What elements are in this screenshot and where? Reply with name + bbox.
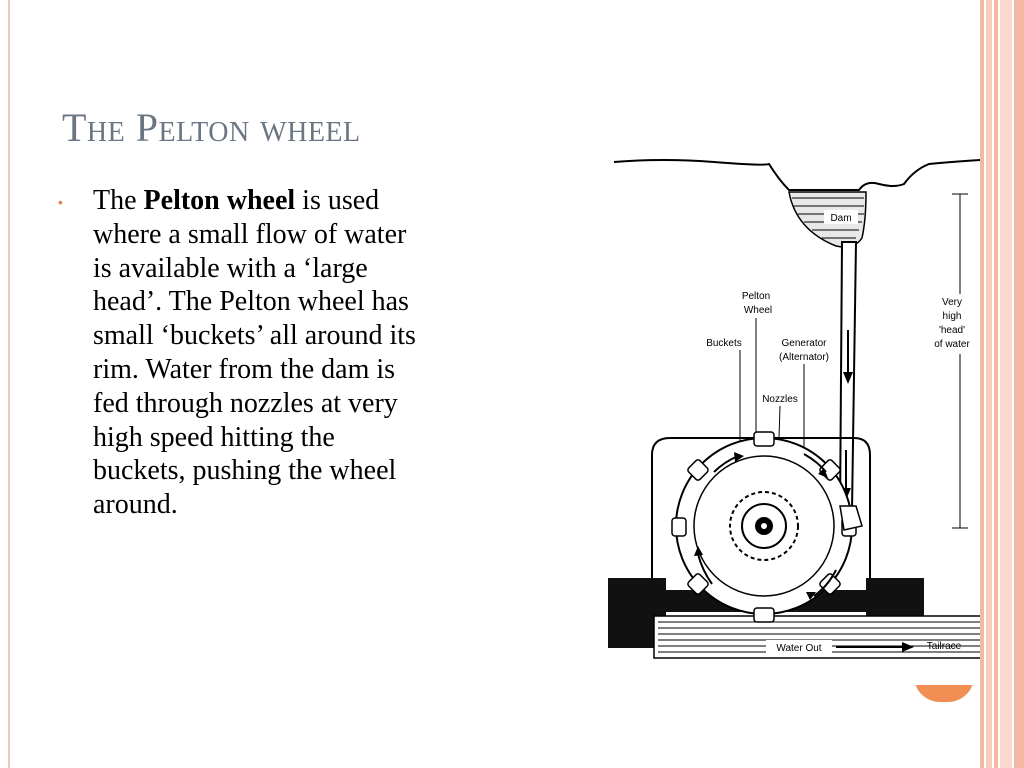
bullet-text-bold: Pelton wheel (143, 185, 296, 216)
label-buckets: Buckets (706, 338, 742, 349)
label-tailrace: Tailrace (926, 641, 962, 652)
label-generator-2: (Alternator) (778, 352, 830, 363)
decor-stripe (1000, 0, 1012, 768)
decor-stripe (980, 0, 984, 768)
label-dam: Dam (830, 213, 852, 224)
pelton-wheel-diagram (604, 150, 980, 685)
decor-stripe (986, 0, 992, 768)
left-border-rule (8, 0, 10, 768)
bullet-icon: • (58, 194, 63, 210)
label-water-out: Water Out (776, 643, 822, 654)
decor-stripe (1014, 0, 1024, 768)
label-nozzles: Nozzles (762, 394, 798, 405)
slide-title: The Pelton wheel (62, 105, 361, 150)
label-pelton-2: Wheel (743, 305, 773, 316)
label-pelton-1: Pelton (741, 291, 771, 302)
label-head-4: of water (934, 339, 970, 350)
label-head-3: 'head' (938, 325, 966, 336)
bullet-text (93, 184, 423, 522)
label-generator-1: Generator (781, 338, 827, 349)
label-head-2: high (942, 311, 962, 322)
bullet-text-pre: The (93, 185, 144, 216)
decor-stripe (994, 0, 998, 768)
bullet-text-post: is used where a small flow of water is available with a ‘large head’. The Pelton wheel has small ‘buckets’ all around its rim. Water from the dam is fed through nozzles at very high speed hitting the buckets, pushing the wheel around. (93, 185, 416, 521)
label-head-1: Very (941, 297, 963, 308)
